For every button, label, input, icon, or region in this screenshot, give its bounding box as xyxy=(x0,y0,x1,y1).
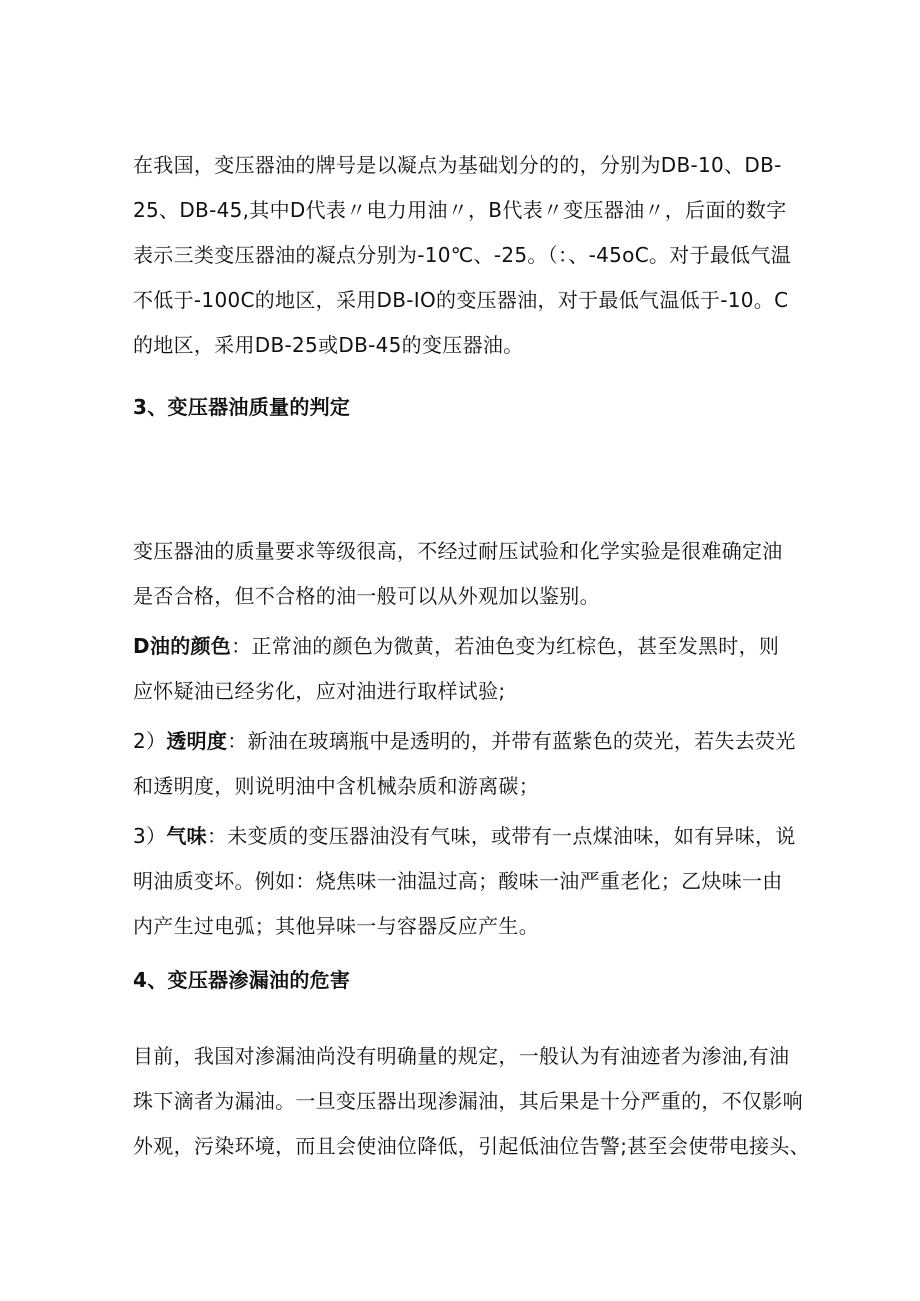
section-3-heading-wrap xyxy=(133,393,798,421)
intro-line: 表示三类变压器油的凝点分别为-10℃、-25。（：、-45oC。对于最低气温 xyxy=(133,243,792,267)
intro-line: 的地区，采用DB-25或DB-45的变压器油。 xyxy=(133,333,524,357)
section-4-heading: 4、变压器渗漏油的危害 xyxy=(133,968,351,992)
paragraph-line: 是否合格，但不合格的油一般可以从外观加以鉴别。 xyxy=(133,584,600,608)
section-3-paragraph xyxy=(133,537,798,610)
quality-item-smell xyxy=(133,822,798,940)
item-line: 和透明度，则说明油中含机械杂质和游离碳； xyxy=(133,774,539,798)
quality-item-color xyxy=(133,632,798,705)
item-label: 透明度 xyxy=(166,729,228,753)
item-text: ：正常油的颜色为微黄，若油色变为红棕色，甚至发黑时，则 xyxy=(231,634,780,658)
item-prefix: 3） xyxy=(133,824,167,848)
section-3-heading: 3、变压器油质量的判定 xyxy=(133,395,351,419)
intro-line: 在我国，变压器油的牌号是以凝点为基础划分的的，分别为DB-10、DB- xyxy=(133,153,782,177)
paragraph-line: 目前，我国对渗漏油尚没有明确量的规定，一般认为有油迹者为渗油,有油 xyxy=(133,1044,790,1068)
paragraph-line: 珠下滴者为漏油。一旦变压器出现渗漏油，其后果是十分严重的，不仅影响 xyxy=(133,1089,803,1113)
paragraph-line: 变压器油的质量要求等级很高，不经过耐压试验和化学实验是很难确定油 xyxy=(133,539,783,563)
item-text: ：新油在玻璃瓶中是透明的，并带有蓝紫色的荧光，若失去荧光 xyxy=(227,729,796,753)
item-line: 应怀疑油已经劣化，应对油进行取样试验; xyxy=(133,679,506,703)
item-line: 内产生过电弧；其他异味一与容器反应产生。 xyxy=(133,914,539,938)
intro-line: 25、DB-45,其中D代表〃电力用油〃，B代表〃变压器油〃，后面的数字 xyxy=(133,198,787,222)
item-label: 气味 xyxy=(166,824,207,848)
item-label: D油的颜色 xyxy=(133,634,232,658)
item-first-line xyxy=(133,632,798,660)
item-first-line xyxy=(133,727,798,755)
item-line: 明油质变坏。例如：烧焦味一油温过高；酸味一油严重老化；乙炔味一由 xyxy=(133,869,783,893)
item-first-line xyxy=(133,822,798,850)
item-text: ：未变质的变压器油没有气味，或带有一点煤油味，如有异味，说 xyxy=(206,824,796,848)
section-4-paragraph xyxy=(133,1042,810,1160)
paragraph-line: 外观，污染环境，而且会使油位降低，引起低油位告警;甚至会使带电接头、 xyxy=(133,1134,810,1158)
item-prefix: 2） xyxy=(133,729,167,753)
intro-paragraph xyxy=(133,151,798,359)
quality-item-transparency xyxy=(133,727,798,800)
section-4-heading-wrap xyxy=(133,966,798,994)
intro-line: 不低于-100C的地区，采用DB-IO的变压器油，对于最低气温低于-10。C xyxy=(133,288,789,312)
